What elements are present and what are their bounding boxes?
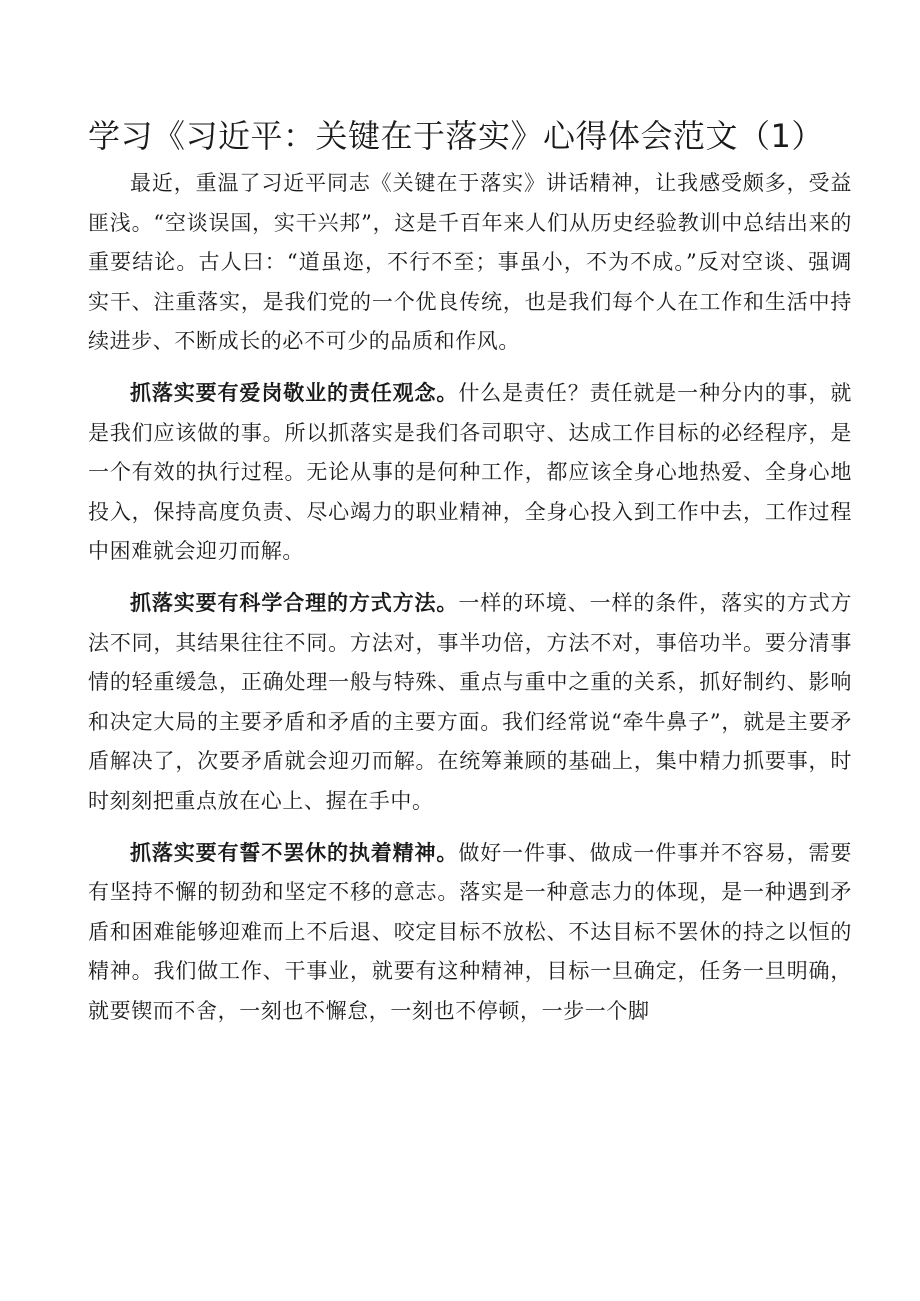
paragraph-text: 一样的环境、一样的条件，落实的方式方法不同，其结果往往不同。方法对，事半功倍，方法不对，事倍功半。要分清事情的轻重缓急，正确处理一般与特殊、重点与重中之重的关系，抓好制约、影响和决定大局的主要矛盾和矛盾的主要方面。我们经常说“牵牛鼻子”，就是主要矛盾解决了，次要矛盾就会迎刃而解。在统筹兼顾的基础上，集中精力抓要事，时时刻刻把重点放在心上、握在手中。 <box>88 590 852 813</box>
paragraph-text: 最近，重温了习近平同志《关键在于落实》讲话精神，让我感受颇多，受益匪浅。“空谈误国，实干兴邦”，这是千百年来人们从历史经验教训中总结出来的重要结论。古人曰：“道虽迩，不行不至；事虽小，不为不成。”反对空谈、强调实干、注重落实，是我们党的一个优良传统，也是我们每个人在工作和生活中持续进步、不断成长的必不可少的品质和作风。 <box>88 171 852 354</box>
paragraph-lead: 抓落实要有科学合理的方式方法。 <box>130 589 459 615</box>
paragraph-text: 什么是责任？责任就是一种分内的事，就是我们应该做的事。所以抓落实是我们各司职守、达成工作目标的必经程序，是一个有效的执行过程。无论从事的是何种工作，都应该全身心地热爱、全身心地投入，保持高度负责、尽心竭力的职业精神，全身心投入到工作中去，工作过程中困难就会迎刃而解。 <box>88 380 852 564</box>
paragraph-persistence <box>88 833 852 1043</box>
document-page <box>88 108 852 1042</box>
paragraph-lead: 抓落实要有誓不罢休的执着精神。 <box>130 839 459 865</box>
paragraph-intro <box>88 164 852 373</box>
paragraph-method <box>88 583 852 833</box>
paragraph-responsibility <box>88 373 852 583</box>
document-title: 学习《习近平：关键在于落实》心得体会范文（1） <box>88 117 824 155</box>
paragraph-text: 做好一件事、做成一件事并不容易，需要有坚持不懈的韧劲和坚定不移的意志。落实是一种意志力的体现，是一种遇到矛盾和困难能够迎难而上不后退、咬定目标不放松、不达目标不罢休的持之以恒的精神。我们做工作、干事业，就要有这种精神，目标一旦确定，任务一旦明确，就要锲而不舍，一刻也不懈怠，一刻也不停顿，一步一个脚 <box>88 840 852 1023</box>
paragraph-lead: 抓落实要有爱岗敬业的责任观念。 <box>130 379 459 405</box>
